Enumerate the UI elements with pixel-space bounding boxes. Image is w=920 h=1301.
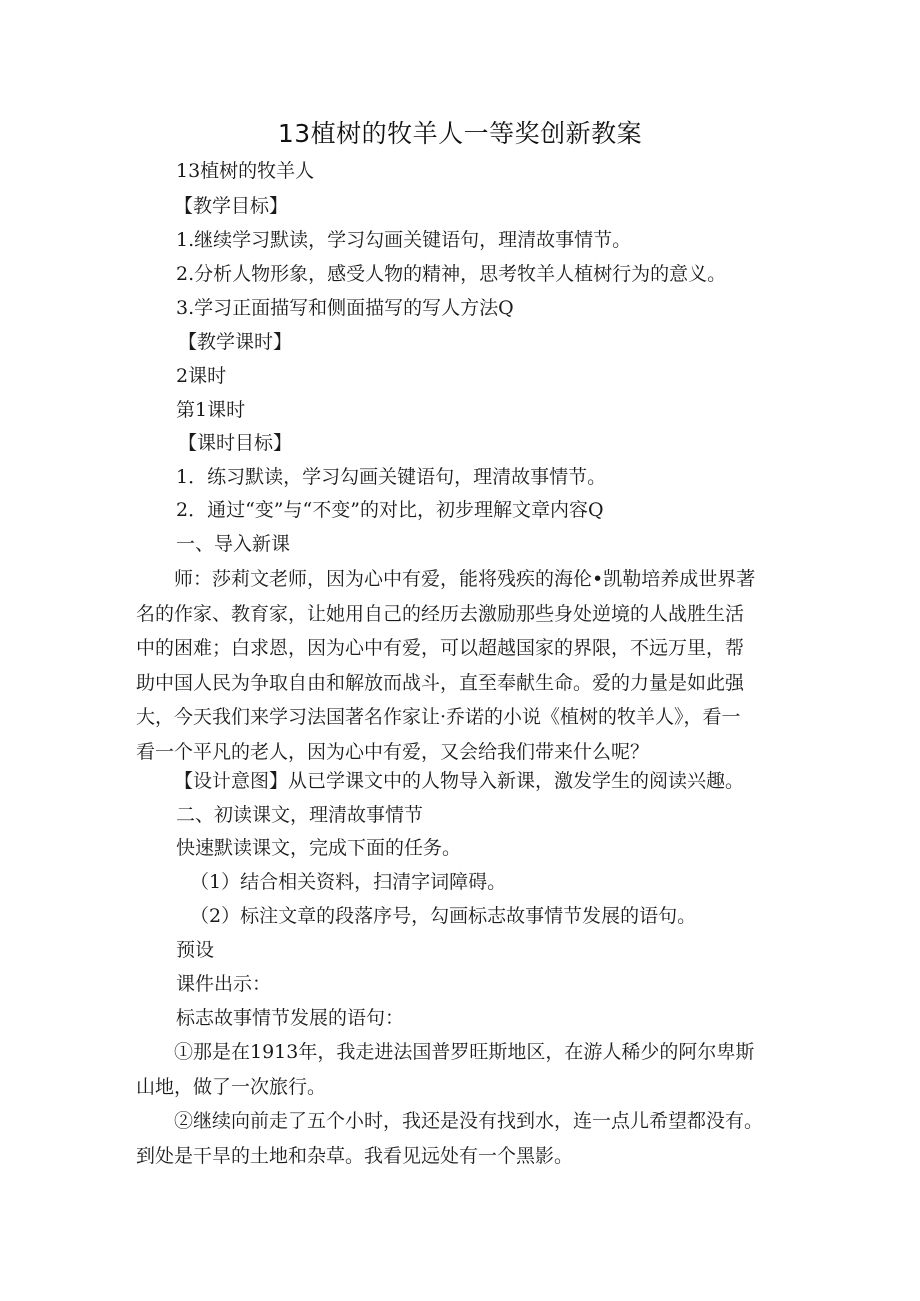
design-intent: 【设计意图】从已学课文中的人物导入新课，激发学生的阅读兴趣。 xyxy=(174,770,745,792)
paragraph-line: 大，今天我们来学习法国著名作家让·乔诺的小说《植树的牧羊人》，看一 xyxy=(136,706,741,728)
plot-sentence-2 xyxy=(136,1104,786,1173)
intro-paragraph xyxy=(136,562,786,769)
sentences-label: 标志故事情节发展的语句： xyxy=(176,1007,405,1029)
section-heading-objectives: 【教学目标】 xyxy=(174,195,289,217)
period-goal-2: 2．通过“变”与“不变”的对比，初步理解文章内容Q xyxy=(176,499,604,521)
lesson-name: 13植树的牧羊人 xyxy=(176,160,315,182)
objective-2: 2.分析人物形象，感受人物的精神，思考牧羊人植树行为的意义。 xyxy=(176,263,727,285)
task-2: （2）标注文章的段落序号，勾画标志故事情节发展的语句。 xyxy=(190,905,697,927)
plot-sentence-1 xyxy=(136,1035,786,1104)
period-goal-1: 1．练习默读，学习勾画关键语句，理清故事情节。 xyxy=(176,466,607,488)
paragraph-line: 名的作家、教育家，让她用自己的经历去激励那些身处逆境的人战胜生活 xyxy=(136,602,745,625)
preset-label: 预设 xyxy=(176,939,215,961)
hours-value: 2课时 xyxy=(176,365,227,387)
paragraph-line: 看一个平凡的老人，因为心中有爱，又会给我们带来什么呢？ xyxy=(136,740,650,763)
step-heading-2: 二、初读课文，理清故事情节 xyxy=(176,804,424,826)
paragraph-line: ①那是在1913年，我走进法国普罗旺斯地区，在游人稀少的阿尔卑斯 xyxy=(174,1041,755,1063)
objective-1: 1.继续学习默读，学习勾画关键语句，理清故事情节。 xyxy=(176,229,632,251)
paragraph-line: 山地，做了一次旅行。 xyxy=(136,1075,327,1098)
paragraph-line: ②继续向前走了五个小时，我还是没有找到水，连一点儿希望都没有。 xyxy=(174,1110,764,1132)
objective-3: 3.学习正面描写和侧面描写的写人方法Q xyxy=(176,297,514,319)
paragraph-line: 助中国人民为争取自由和解放而战斗，直至奉献生命。爱的力量是如此强 xyxy=(136,671,745,694)
section-heading-period-goals: 【课时目标】 xyxy=(178,432,293,454)
paragraph-line: 师：莎莉文老师，因为心中有爱，能将残疾的海伦•凯勒培养成世界著 xyxy=(174,568,756,590)
task-instruction: 快速默读课文，完成下面的任务。 xyxy=(176,837,462,859)
document-title: 13植树的牧羊人一等奖创新教案 xyxy=(277,119,643,148)
paragraph-line: 到处是干旱的土地和杂草。我看见远处有一个黑影。 xyxy=(136,1144,574,1167)
period-heading: 第1课时 xyxy=(176,399,246,421)
task-1: （1）结合相关资料，扫清字词障碍。 xyxy=(190,871,507,893)
step-heading-1: 一、导入新课 xyxy=(176,533,291,555)
paragraph-line: 中的困难；白求恩，因为心中有爱，可以超越国家的界限，不远万里，帮 xyxy=(136,637,745,659)
courseware-label: 课件出示： xyxy=(176,973,272,995)
section-heading-hours: 【教学课时】 xyxy=(178,331,293,353)
